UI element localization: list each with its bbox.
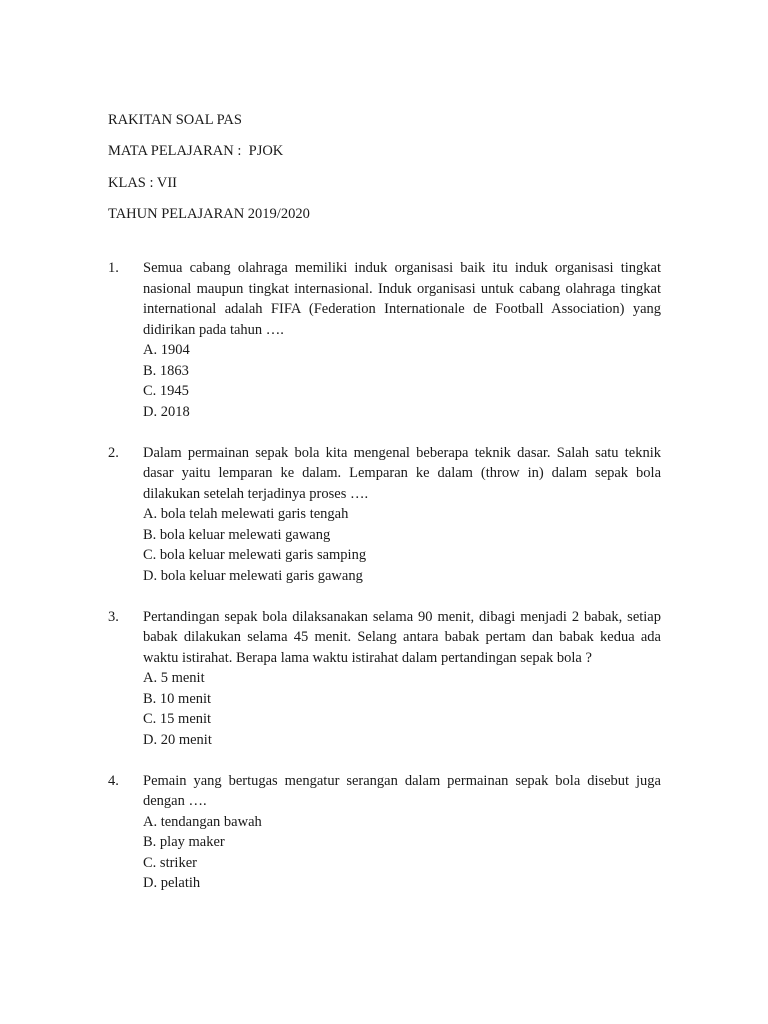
question-number: 1. [108,260,119,276]
header-subject: MATA PELAJARAN : PJOK [108,143,284,160]
question-3 [108,607,661,751]
question-2 [108,443,661,587]
question-number: 4. [108,772,119,789]
question-text: Dalam permainan sepak bola kita mengenal beberapa teknik dasar. Salah satu teknik dasar yaitu lemparan ke dalam. Lemparan ke dalam (throw in) dalam sepak bola dilakukan setelah terjadinya proses …. [143,444,661,502]
header-class: KLAS : VII [108,174,178,191]
answer-option-b: B. play maker [143,834,225,850]
question-body [143,258,661,422]
answer-option-b: B. 10 menit [143,690,212,707]
question-number: 3. [108,608,119,625]
answer-option-c: C. bola keluar melewati garis samping [143,547,367,563]
document-header [108,110,310,235]
question-body [143,771,661,894]
answer-option-a: A. tendangan bawah [143,813,262,830]
question-body [143,607,661,751]
header-title: RAKITAN SOAL PAS [108,112,242,128]
question-text: Semua cabang olahraga memiliki induk organisasi baik itu induk organisasi tingkat nasional maupun tingkat internasional. Induk organisasi untuk cabang olahraga tingkat international adalah FIFA (Federation Internationale de Football Association) yang didirikan pada tahun …. [143,260,661,338]
question-4 [108,771,661,894]
answer-option-d: D. 2018 [143,403,190,420]
answer-option-c: C. striker [143,854,197,871]
answer-option-d: D. pelatih [143,875,201,891]
answer-option-a: A. bola telah melewati garis tengah [143,506,349,522]
question-body [143,443,661,587]
answer-option-c: C. 1945 [143,383,189,399]
header-year: TAHUN PELAJARAN 2019/2020 [108,205,310,222]
question-1 [108,258,661,422]
answer-option-a: A. 1904 [143,342,190,358]
question-text: Pertandingan sepak bola dilaksanakan selama 90 menit, dibagi menjadi 2 babak, setiap babak dilakukan selama 45 menit. Selang antara babak pertam dan babak kedua ada waktu istirahat. Berapa lama waktu istirahat dalam pertandingan sepak bola ? [143,608,661,666]
question-number: 2. [108,444,119,461]
answer-option-c: C. 15 menit [143,711,212,727]
question-text: Pemain yang bertugas mengatur serangan dalam permainan sepak bola disebut juga dengan …. [143,772,661,809]
answer-option-b: B. 1863 [143,362,189,379]
answer-option-b: B. bola keluar melewati gawang [143,526,331,543]
answer-option-d: D. 20 menit [143,731,212,748]
answer-option-a: A. 5 menit [143,670,205,686]
question-list [108,258,661,914]
answer-option-d: D. bola keluar melewati garis gawang [143,567,363,584]
